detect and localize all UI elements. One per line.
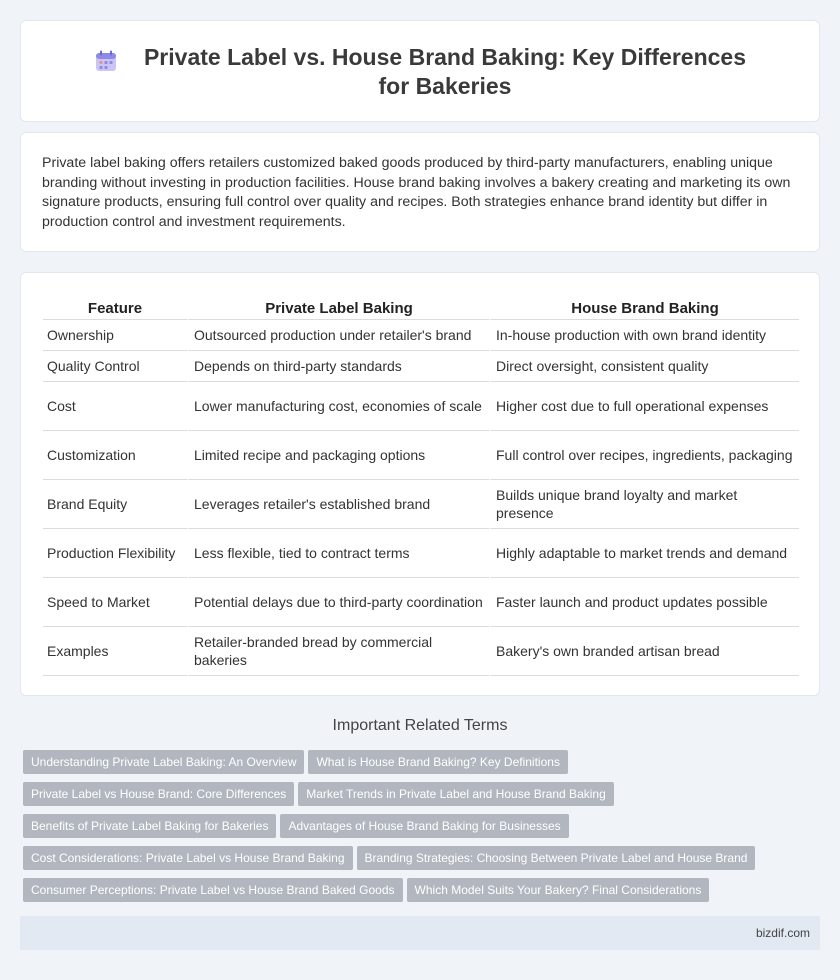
row-house-brand: Builds unique brand loyalty and market presence — [489, 480, 799, 529]
table-row — [43, 431, 799, 480]
related-terms-list — [23, 750, 823, 910]
tag-row — [23, 878, 823, 910]
row-feature: Ownership — [43, 320, 187, 351]
page-title: Private Label vs. House Brand Baking: Key Differences for Bakeries — [143, 44, 747, 99]
table-row — [43, 480, 799, 529]
row-house-brand: Full control over recipes, ingredients, packaging — [489, 431, 799, 480]
row-private-label: Limited recipe and packaging options — [187, 431, 489, 480]
row-feature: Brand Equity — [43, 480, 187, 529]
table-row — [43, 351, 799, 382]
comparison-table — [43, 295, 799, 676]
footer-site-link[interactable]: bizdif.com — [755, 926, 810, 940]
row-private-label: Potential delays due to third-party coordination — [187, 578, 489, 627]
row-house-brand: Faster launch and product updates possible — [489, 578, 799, 627]
title-wrap — [21, 43, 819, 101]
row-feature: Examples — [43, 627, 187, 676]
related-term-link[interactable]: Benefits of Private Label Baking for Bakeries — [23, 814, 276, 838]
table-row — [43, 382, 799, 431]
related-term-link[interactable]: Market Trends in Private Label and House Brand Baking — [298, 782, 614, 806]
related-term-link[interactable]: Consumer Perceptions: Private Label vs House Brand Baked Goods — [23, 878, 403, 902]
related-terms-heading: Important Related Terms — [332, 717, 508, 734]
intro-paragraph: Private label baking offers retailers customized baked goods produced by third-party manufacturers, enabling unique branding without investing in production facilities. House brand baking involves a bakery creating and marketing its own signature products, ensuring full control over quality and recipes. Both strategies enhance brand identity but differ in production control and investment requirements. — [42, 155, 791, 230]
related-term-link[interactable]: Branding Strategies: Choosing Between Private Label and House Brand — [357, 846, 756, 870]
header-house-brand: House Brand Baking — [489, 295, 799, 320]
tag-row — [23, 782, 823, 814]
related-term-link[interactable]: Understanding Private Label Baking: An Overview — [23, 750, 304, 774]
table-header-row — [43, 295, 799, 320]
table-row — [43, 529, 799, 578]
table-row — [43, 320, 799, 351]
table-row — [43, 578, 799, 627]
tag-row — [23, 846, 823, 878]
intro-card — [20, 132, 820, 252]
related-term-link[interactable]: Cost Considerations: Private Label vs House Brand Baking — [23, 846, 353, 870]
header-private-label: Private Label Baking — [187, 295, 489, 320]
calendar-icon — [94, 49, 118, 73]
related-term-link[interactable]: Advantages of House Brand Baking for Businesses — [280, 814, 568, 838]
footer — [20, 916, 820, 950]
row-private-label: Retailer-branded bread by commercial bakeries — [187, 627, 489, 676]
row-feature: Quality Control — [43, 351, 187, 382]
row-feature: Speed to Market — [43, 578, 187, 627]
row-feature: Cost — [43, 382, 187, 431]
related-term-link[interactable]: Private Label vs House Brand: Core Differences — [23, 782, 294, 806]
row-house-brand: In-house production with own brand identity — [489, 320, 799, 351]
header-feature: Feature — [43, 295, 187, 320]
row-house-brand: Direct oversight, consistent quality — [489, 351, 799, 382]
related-term-link[interactable]: Which Model Suits Your Bakery? Final Considerations — [407, 878, 710, 902]
row-private-label: Less flexible, tied to contract terms — [187, 529, 489, 578]
row-house-brand: Bakery's own branded artisan bread — [489, 627, 799, 676]
tag-row — [23, 750, 823, 782]
table-row — [43, 627, 799, 676]
comparison-card — [20, 272, 820, 696]
related-term-link[interactable]: What is House Brand Baking? Key Definitions — [308, 750, 567, 774]
row-feature: Production Flexibility — [43, 529, 187, 578]
row-house-brand: Higher cost due to full operational expenses — [489, 382, 799, 431]
title-card — [20, 20, 820, 122]
row-private-label: Outsourced production under retailer's brand — [187, 320, 489, 351]
row-feature: Customization — [43, 431, 187, 480]
tag-row — [23, 814, 823, 846]
row-private-label: Depends on third-party standards — [187, 351, 489, 382]
row-private-label: Leverages retailer's established brand — [187, 480, 489, 529]
row-private-label: Lower manufacturing cost, economies of scale — [187, 382, 489, 431]
row-house-brand: Highly adaptable to market trends and demand — [489, 529, 799, 578]
